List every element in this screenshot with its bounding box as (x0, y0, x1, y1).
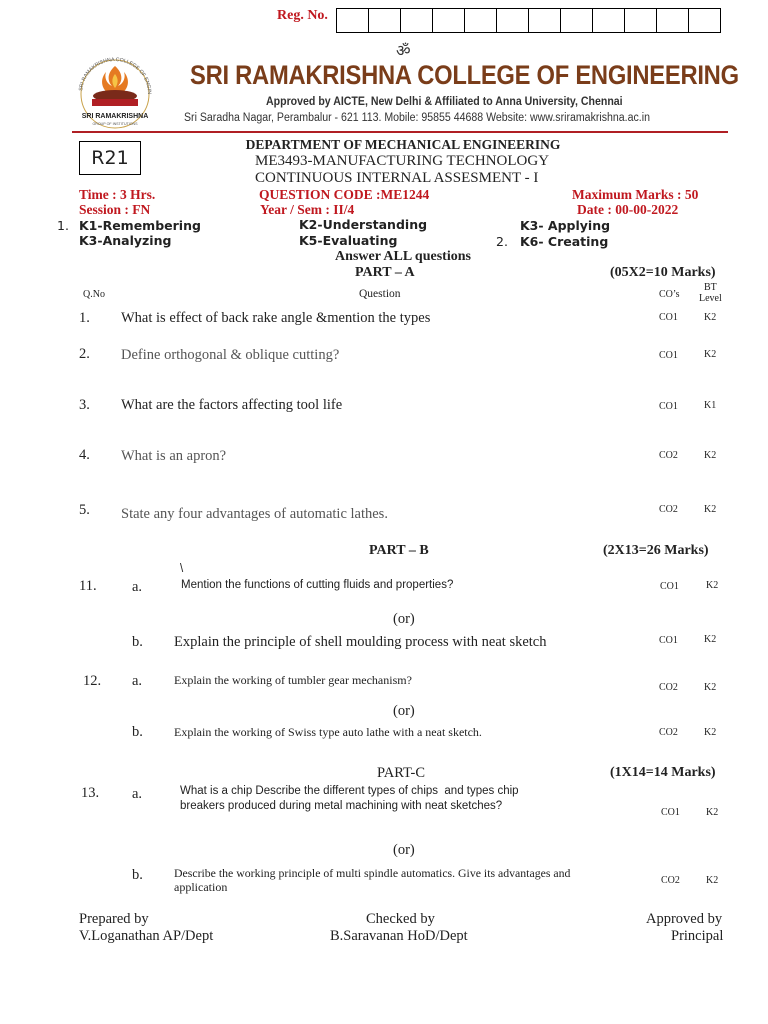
level-list-number-2: 2. (496, 234, 508, 249)
part-a-marks: (05X2=10 Marks) (610, 265, 716, 280)
question-bt: K2 (704, 634, 717, 645)
reg-no-boxes (336, 8, 721, 33)
option-label: a. (132, 579, 143, 595)
column-question: Question (359, 288, 401, 300)
or-separator: (or) (393, 842, 415, 858)
checked-by-name: B.Saravanan HoD/Dept (330, 928, 468, 944)
column-qno: Q.No (83, 289, 105, 300)
question-text: Explain the working of tumbler gear mechanism? (174, 673, 412, 687)
department-title: DEPARTMENT OF MECHANICAL ENGINEERING (245, 137, 561, 152)
option-label: a. (132, 786, 143, 802)
question-bt: K1 (704, 400, 717, 411)
question-co: CO2 (659, 727, 678, 738)
question-bt: K2 (704, 727, 717, 738)
logo-subtext: GROUP OF INSTITUTIONS (92, 122, 138, 126)
question-bt: K2 (706, 807, 719, 818)
question-text-line1: Describe the working principle of multi spindle automatics. Give its advantages and (174, 866, 571, 880)
or-separator: (or) (393, 703, 415, 719)
question-co: CO1 (660, 581, 679, 592)
question-co: CO2 (659, 504, 678, 515)
reg-no-digit-box[interactable] (657, 9, 689, 32)
part-b-title: PART – B (369, 543, 429, 558)
question-text: State any four advantages of automatic lathes. (121, 506, 388, 522)
approval-line: Approved by AICTE, New Delhi & Affiliated to Anna University, Chennai (266, 96, 623, 108)
reg-no-label: Reg. No. (277, 8, 328, 23)
column-co: CO’s (659, 289, 680, 300)
column-bt: BT (704, 282, 717, 293)
level-k1: K1-Remembering (79, 218, 201, 233)
question-text: Mention the functions of cutting fluids and properties? (181, 579, 454, 591)
question-bt: K2 (704, 682, 717, 693)
question-bt: K2 (706, 875, 719, 886)
time-info: Time : 3 Hrs. (79, 187, 156, 202)
reg-no-digit-box[interactable] (689, 9, 721, 32)
level-k3-analyzing: K3-Analyzing (79, 233, 172, 248)
reg-no-digit-box[interactable] (465, 9, 497, 32)
level-k6: K6- Creating (520, 234, 609, 249)
reg-no-digit-box[interactable] (433, 9, 465, 32)
subject-title: ME3493-MANUFACTURING TECHNOLOGY (255, 153, 550, 169)
logo-name: SRI RAMAKRISHNA (81, 113, 149, 120)
reg-no-digit-box[interactable] (369, 9, 401, 32)
question-number: 3. (79, 397, 90, 413)
question-co: CO2 (661, 875, 680, 886)
or-separator: (or) (393, 611, 415, 627)
level-k2: K2-Understanding (299, 217, 428, 232)
question-text: What is an apron? (121, 448, 227, 464)
question-co: CO2 (659, 682, 678, 693)
part-a-title: PART – A (355, 265, 415, 280)
part-c-title: PART-C (377, 765, 426, 781)
question-code: QUESTION CODE :ME1244 (259, 187, 430, 202)
question-number: 2. (79, 346, 90, 362)
address-line: Sri Saradha Nagar, Perambalur - 621 113. Mobile: 95855 44688 Website: www.sriramakrishna.ac.in (184, 112, 650, 124)
question-text-line2: application (174, 880, 228, 894)
question-number: 1. (79, 310, 90, 326)
reg-no-digit-box[interactable] (561, 9, 593, 32)
option-label: b. (132, 724, 143, 740)
reg-no-digit-box[interactable] (593, 9, 625, 32)
level-list-number-1: 1. (57, 218, 69, 233)
question-text: Define orthogonal & oblique cutting? (121, 347, 340, 363)
question-text-line1: What is a chip Describe the different types of chips and types chip (180, 785, 519, 797)
part-c-marks: (1X14=14 Marks) (610, 765, 716, 780)
question-text-line2: breakers produced during metal machining with neat sketches? (180, 800, 503, 812)
logo-arc-text: SRI RAMAKRISHNA COLLEGE OF ENGIN (78, 56, 153, 95)
question-co: CO1 (659, 401, 678, 412)
question-number: 13. (81, 785, 100, 801)
part-b-marks: (2X13=26 Marks) (603, 543, 709, 558)
exam-title: CONTINUOUS INTERNAL ASSESMENT - I (255, 170, 539, 186)
question-bt: K2 (706, 580, 719, 591)
question-text: What are the factors affecting tool life (121, 397, 343, 413)
question-co: CO1 (659, 312, 678, 323)
question-co: CO1 (661, 807, 680, 818)
question-number: 12. (83, 673, 102, 689)
question-bt: K2 (704, 504, 717, 515)
reg-no-digit-box[interactable] (401, 9, 433, 32)
reg-no-digit-box[interactable] (625, 9, 657, 32)
level-k5: K5-Evaluating (299, 233, 398, 248)
prepared-by-label: Prepared by (79, 911, 149, 927)
question-text: Explain the working of Swiss type auto lathe with a neat sketch. (174, 725, 482, 739)
question-bt: K2 (704, 450, 717, 461)
reg-no-digit-box[interactable] (337, 9, 369, 32)
year-sem-info: Year / Sem : II/4 (260, 202, 355, 217)
prepared-by-name: V.Loganathan AP/Dept (79, 928, 214, 944)
question-number: 11. (79, 578, 97, 594)
option-label: b. (132, 867, 143, 883)
stray-mark: \ (180, 563, 184, 575)
reg-no-digit-box[interactable] (497, 9, 529, 32)
approved-by-name: Principal (671, 928, 724, 944)
reg-no-digit-box[interactable] (529, 9, 561, 32)
question-number: 4. (79, 447, 90, 463)
max-marks: Maximum Marks : 50 (572, 187, 699, 202)
om-symbol: ॐ (396, 43, 411, 60)
regulation-box: R21 (79, 141, 141, 175)
column-bt-level: Level (699, 293, 722, 304)
header-divider (72, 131, 728, 133)
checked-by-label: Checked by (366, 911, 435, 927)
level-k3-applying: K3- Applying (520, 218, 611, 233)
answer-all-instruction: Answer ALL questions (335, 249, 471, 264)
college-name: SRI RAMAKRISHNA COLLEGE OF ENGINEERING (190, 60, 739, 90)
college-logo (70, 52, 160, 132)
question-co: CO2 (659, 450, 678, 461)
approved-by-label: Approved by (646, 911, 723, 927)
option-label: a. (132, 673, 143, 689)
question-co: CO1 (659, 350, 678, 361)
option-label: b. (132, 634, 143, 650)
question-co: CO1 (659, 635, 678, 646)
question-bt: K2 (704, 312, 717, 323)
question-bt: K2 (704, 349, 717, 360)
question-text: Explain the principle of shell moulding process with neat sketch (174, 634, 547, 650)
date-info: Date : 00-00-2022 (577, 202, 679, 217)
session-info: Session : FN (79, 202, 151, 217)
question-text: What is effect of back rake angle &mention the types (121, 310, 431, 326)
question-number: 5. (79, 502, 90, 518)
